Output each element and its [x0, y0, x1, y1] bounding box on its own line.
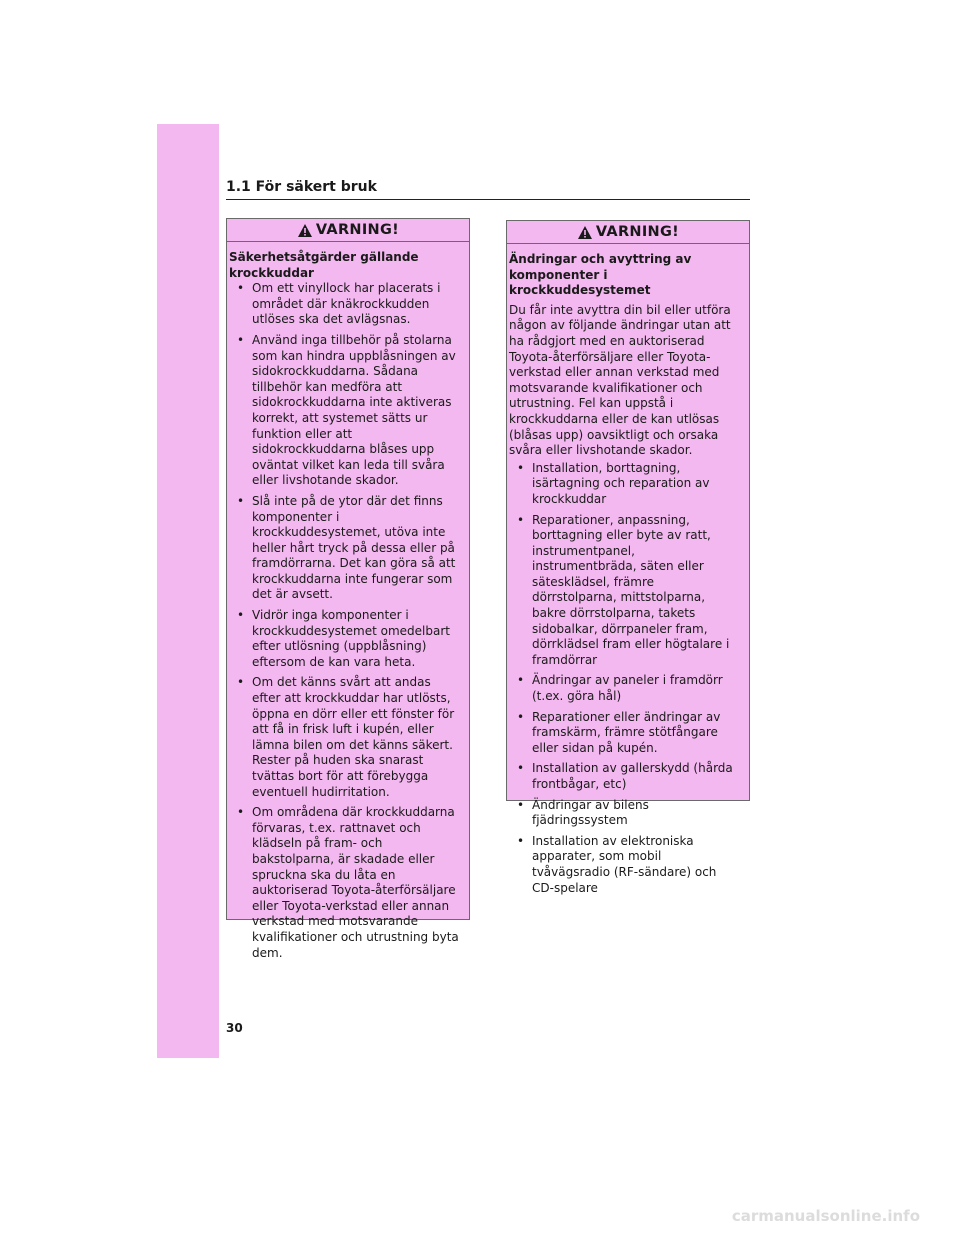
chapter-side-tab — [157, 124, 219, 1058]
page-number: 30 — [226, 1021, 243, 1035]
warning-triangle-icon — [297, 223, 313, 238]
list-item: • Installation av elektroniska apparater, som mobil tvåvägsradio (RF-sändare) och CD-spelare — [509, 834, 741, 896]
list-item: • Om det känns svårt att andas efter att krockkuddar har utlösts, öppna en dörr eller ett fönster för att få in frisk luft i kupén, eller lämna bilen om det känns säkert. Rester på huden ska snarast tvättas bort för att förebygga eventuell hudirritation. — [229, 675, 461, 800]
warning-body — [227, 242, 469, 975]
warning-header — [227, 219, 469, 242]
warning-body — [507, 244, 749, 910]
warning-list — [229, 281, 461, 961]
list-item: • Ändringar av bilens fjädringssystem — [509, 798, 741, 829]
list-item: • Om ett vinyllock har placerats i området där knäkrockkudden utlöses ska det avlägsnas. — [229, 281, 461, 328]
list-item: • Reparationer, anpassning, borttagning eller byte av ratt, instrumentpanel, instrumentbräda, säten eller sätesklädsel, främre dörrstolparna, mittstolparna, bakre dörrstolparna, takets sidobalkar, dörrpaneler fram, dörrklädsel fram eller högtalare i framdörrar — [509, 513, 741, 669]
list-item: • Installation av gallerskydd (hårda frontbågar, etc) — [509, 761, 741, 792]
list-item: • Vidrör inga komponenter i krockkuddesystemet omedelbart efter utlösning (uppblåsning) eftersom de kan vara heta. — [229, 608, 461, 670]
warning-title: Säkerhetsåtgärder gällande krockkuddar — [229, 250, 419, 280]
warning-intro: Du får inte avyttra din bil eller utföra någon av följande ändringar utan att ha rådgjort med en auktoriserad Toyota-återförsäljare eller Toyota-verkstad eller annan verkstad med motsvarande kvalifikationer och utrustning. Fel kan uppstå i krockkuddarna eller de kan utlösas (blåsas upp) oavsiktligt och orsaka svåra eller livshotande skador. — [509, 302, 731, 458]
warning-triangle-icon — [577, 225, 593, 240]
warning-box-airbag-safety — [226, 218, 470, 960]
list-item: • Installation, borttagning, isärtagning och reparation av krockkuddar — [509, 461, 741, 508]
warning-title: Ändringar och avyttring av komponenter i krockkuddesystemet — [509, 252, 692, 298]
section-title: 1.1 För säkert bruk — [226, 179, 377, 195]
list-item: • Använd inga tillbehör på stolarna som kan hindra uppblåsningen av sidokrockkuddarna. Sådana tillbehör kan medföra att sidokrockkuddarna inte aktiveras korrekt, att systemet sätts ur funktion eller att sidokrockkuddarna blåses upp oväntat vilket kan leda till svåra eller livshotande skador. — [229, 333, 461, 489]
list-item: • Ändringar av paneler i framdörr (t.ex. göra hål) — [509, 673, 741, 704]
list-item: • Om områdena där krockkuddarna förvaras, t.ex. rattnavet och klädseln på fram- och bakstolparna, är skadade eller spruckna ska du låta en auktoriserad Toyota-återförsäljare eller Toyota-verkstad eller annan verkstad med motsvarande kvalifikationer och utrustning byta dem. — [229, 805, 461, 961]
warning-header-label: VARNING! — [315, 222, 400, 238]
section-divider — [226, 199, 750, 200]
watermark: carmanualsonline.info — [731, 1207, 920, 1225]
warning-box-airbag-modifications — [506, 220, 750, 895]
list-item: • Slå inte på de ytor där det finns komponenter i krockkuddesystemet, utöva inte heller hårt tryck på dessa eller på framdörrarna. Det kan göra så att krockkuddarna inte fungerar som det är avsett. — [229, 494, 461, 603]
warning-header-label: VARNING! — [595, 224, 680, 240]
list-item: • Reparationer eller ändringar av framskärm, främre stötfångare eller sidan på kupén. — [509, 710, 741, 757]
warning-list — [509, 461, 741, 896]
warning-header — [507, 221, 749, 244]
